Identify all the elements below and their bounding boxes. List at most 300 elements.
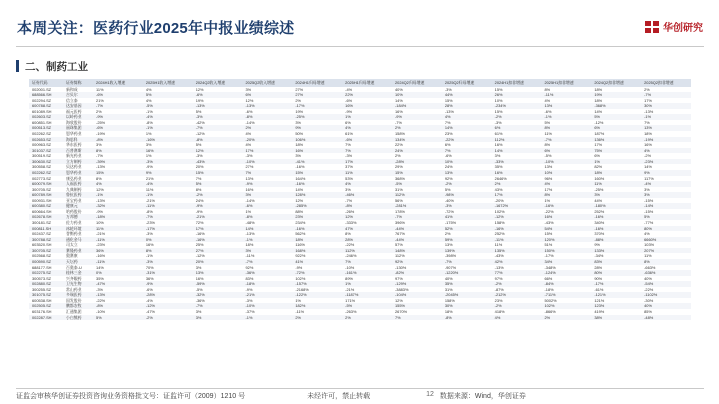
growth-cell: -1%	[145, 108, 153, 114]
growth-cell: 8%	[541, 125, 591, 131]
column-header: 2024Q2归母增速	[392, 79, 442, 87]
growth-cell: -121%	[591, 292, 641, 298]
growth-cell: 139%	[442, 248, 492, 254]
page-title: 本周关注：医药行业2025年中报业绩综述	[17, 20, 295, 37]
growth-cell: 21%	[145, 175, 154, 181]
growth-cell: 7%	[644, 119, 650, 125]
growth-cell: 18%	[594, 86, 603, 92]
growth-cell: 13%	[442, 170, 492, 176]
growth-cell: 97%	[395, 275, 403, 281]
growth-cell: 28%	[442, 103, 492, 109]
growth-cell: 16%	[292, 148, 342, 154]
growth-cell: 1%	[591, 159, 641, 165]
growth-cell: 19%	[195, 97, 204, 103]
growth-cell: -98%	[442, 192, 492, 198]
growth-cell: 54%	[541, 226, 591, 232]
growth-cell: -22%	[345, 242, 355, 248]
growth-cell: 17%	[492, 192, 542, 198]
growth-cell: -31%	[143, 270, 193, 276]
growth-cell: 12%	[342, 214, 392, 220]
growth-cell: 3%	[243, 192, 293, 198]
growth-cell: -5%	[544, 153, 552, 159]
growth-cell: 14%	[644, 164, 652, 170]
growth-cell: 106%	[292, 137, 342, 143]
growth-cell: 340%	[594, 220, 605, 225]
growth-cell: 15%	[292, 170, 342, 176]
stock-name-cell: 桂林三金	[63, 270, 93, 276]
growth-cell: 10%	[96, 220, 104, 225]
growth-cell: 14%	[395, 97, 403, 103]
growth-cell: -368%	[591, 103, 641, 109]
growth-cell: -161%	[342, 270, 392, 276]
stock-code-cell: 300558.SZ	[32, 164, 52, 170]
growth-cell: 88%	[295, 208, 304, 214]
growth-cell: 168%	[292, 248, 342, 254]
growth-cell: -13%	[494, 264, 504, 270]
growth-cell: -866%	[544, 309, 556, 314]
growth-cell: 13%	[544, 164, 553, 170]
growth-cell: -2168%	[295, 286, 309, 292]
stock-name-cell: 康弘药业	[66, 175, 82, 181]
growth-cell: -7%	[392, 214, 442, 220]
stock-name-cell: 丽珠集团	[63, 125, 93, 131]
growth-cell: 34%	[541, 259, 591, 265]
growth-cell: -11%	[143, 203, 193, 209]
stock-code-cell: 300573.SZ	[32, 275, 52, 281]
growth-cell: 4%	[541, 181, 591, 187]
growth-cell: -7%	[243, 259, 293, 265]
license-text: 证监会审核华创证券投资咨询业务资格批文号：证监许可（2009）1210 号	[16, 393, 246, 400]
growth-cell: 41%	[442, 214, 492, 220]
growth-cell: 35%	[442, 281, 492, 287]
growth-cell: 25%	[195, 242, 204, 248]
growth-cell: -43%	[494, 253, 504, 259]
growth-cell: 23%	[292, 214, 342, 220]
growth-cell: 15%	[392, 170, 442, 176]
growth-cell: -42%	[195, 119, 205, 125]
growth-cell: -16%	[541, 203, 591, 209]
growth-cell: 1%	[544, 197, 551, 203]
stock-name-cell: 赛隆药业	[63, 248, 93, 254]
stock-code-cell: 300519.SZ	[32, 153, 52, 159]
stock-code-cell: 002262.SZ	[29, 170, 63, 176]
growth-cell: -6%	[245, 108, 253, 114]
growth-cell: -21%	[193, 214, 243, 220]
growth-cell: -2%	[442, 181, 492, 187]
stock-code-cell: 300788.SZ	[29, 237, 63, 243]
growth-cell: -32%	[193, 292, 243, 298]
growth-cell: 11%	[96, 86, 104, 92]
stock-code-cell: 300181.SZ	[32, 220, 52, 225]
growth-cell: -21%	[243, 292, 293, 298]
growth-cell: -2045%	[442, 292, 492, 298]
growth-cell: 4%	[93, 181, 143, 187]
stock-name-cell: 吉贝尔	[63, 92, 93, 98]
growth-cell: -6%	[243, 203, 293, 209]
growth-cell: 160%	[594, 175, 605, 181]
growth-cell: -184%	[392, 103, 442, 109]
growth-cell: 2%	[492, 181, 542, 187]
growth-cell: 5%	[444, 186, 451, 192]
growth-cell: 2%	[96, 108, 102, 114]
growth-cell: -2%	[492, 303, 542, 309]
growth-cell: 89%	[345, 275, 353, 281]
column-header: 2025Q2收入增速	[243, 79, 293, 87]
stock-code-cell: 688566.SH	[29, 92, 63, 98]
growth-cell: -11%	[541, 92, 591, 98]
growth-cell: -7%	[193, 303, 243, 309]
growth-cell: -12%	[195, 131, 205, 136]
growth-cell: 10%	[442, 159, 492, 165]
growth-cell: 3%	[193, 315, 243, 321]
growth-cell: -7%	[345, 197, 353, 203]
growth-cell: 3%	[591, 192, 641, 198]
section-marker	[16, 60, 19, 72]
growth-cell: -333%	[345, 220, 357, 225]
growth-cell: 53%	[345, 175, 353, 181]
table-row	[29, 315, 691, 321]
growth-cell: 4%	[342, 181, 392, 187]
growth-cell: 16%	[541, 214, 591, 220]
growth-cell: -7%	[96, 153, 103, 159]
growth-cell: 5%	[544, 119, 551, 125]
growth-cell: 5%	[193, 181, 243, 187]
growth-cell: -1%	[143, 192, 193, 198]
growth-cell: 187%	[594, 131, 605, 136]
growth-cell: -7%	[641, 92, 691, 98]
growth-cell: -84%	[541, 281, 591, 287]
growth-cell: -281%	[392, 203, 442, 209]
growth-cell: 16%	[494, 142, 503, 148]
growth-cell: 2%	[292, 315, 342, 321]
growth-cell: 83%	[591, 259, 641, 265]
stock-name-cell: 立方制药	[63, 159, 93, 165]
stock-code-cell: 600851.SH	[32, 119, 52, 125]
growth-cell: -20%	[494, 197, 504, 203]
growth-cell: 128%	[292, 192, 342, 198]
growth-cell: 15%	[444, 97, 453, 103]
growth-cell: -14%	[245, 197, 255, 203]
growth-cell: 5%	[591, 114, 641, 120]
growth-cell: 8%	[345, 231, 351, 237]
header-divider	[16, 46, 704, 47]
growth-cell: -7%	[143, 214, 193, 220]
growth-cell: 30%	[641, 103, 691, 109]
growth-cell: 171%	[345, 297, 356, 303]
growth-cell: 8%	[541, 192, 591, 198]
growth-cell: 1%	[295, 297, 301, 303]
growth-cell: 20%	[193, 259, 243, 265]
section-heading	[16, 59, 88, 73]
growth-cell: 8%	[544, 86, 551, 92]
growth-cell: -40%	[444, 197, 454, 203]
growth-cell: 2670%	[395, 309, 408, 314]
growth-cell: 4%	[145, 86, 152, 92]
reprint-notice: 未经许可，禁止转载	[307, 393, 371, 400]
growth-cell: -3%	[444, 86, 452, 92]
growth-cell: 9%	[292, 125, 342, 131]
growth-cell: -61%	[594, 286, 604, 292]
growth-cell: -7%	[395, 119, 402, 125]
growth-cell: -11%	[93, 259, 143, 265]
column-header: 2024Q2扣非增速	[591, 79, 641, 87]
growth-cell: 19%	[591, 92, 641, 98]
growth-cell: 17%	[544, 186, 553, 192]
growth-cell: 8%	[93, 148, 143, 154]
growth-cell: -11%	[245, 253, 255, 259]
stock-name-cell: 达安基因	[63, 103, 93, 109]
growth-cell: 9%	[143, 170, 193, 176]
growth-cell: 12%	[193, 148, 243, 154]
growth-cell: -6%	[544, 108, 552, 114]
growth-cell: -16%	[143, 137, 193, 143]
growth-cell: -104%	[392, 292, 442, 298]
growth-cell: -3883%	[395, 286, 409, 292]
growth-cell: -10%	[541, 159, 591, 165]
growth-cell: 252%	[494, 231, 505, 237]
growth-cell: 5%	[93, 315, 143, 321]
growth-cell: 92%	[444, 175, 453, 181]
column-header: 2025Q2归母增速	[442, 79, 492, 87]
growth-cell: 2%	[541, 315, 591, 321]
growth-cell: 12%	[245, 97, 254, 103]
growth-cell: 3%	[195, 264, 202, 270]
growth-cell: 92%	[245, 264, 254, 270]
growth-cell: -23%	[96, 242, 106, 248]
growth-cell: -72%	[292, 270, 342, 276]
growth-cell: -6%	[342, 137, 392, 143]
stock-name-cell: 司太立	[66, 242, 78, 248]
growth-cell: -9%	[243, 181, 293, 187]
growth-cell: -16%	[292, 181, 342, 187]
growth-cell: 2%	[295, 97, 301, 103]
growth-cell: 3%	[295, 119, 301, 125]
growth-cell: 44%	[442, 92, 492, 98]
stock-code-cell: 002287.SH	[29, 315, 63, 321]
growth-cell: 43%	[494, 186, 503, 192]
growth-cell: 155%	[392, 303, 442, 309]
growth-cell: -13%	[96, 164, 106, 170]
growth-cell: -4%	[345, 86, 353, 92]
growth-cell: -10%	[243, 303, 293, 309]
growth-cell: -9%	[96, 208, 103, 214]
growth-cell: 396%	[395, 220, 405, 225]
growth-cell: -9%	[345, 108, 353, 114]
growth-cell: -2%	[644, 153, 652, 159]
page-number: 12	[426, 391, 434, 398]
growth-cell: -12%	[143, 303, 193, 309]
growth-cell: -180%	[591, 203, 641, 209]
growth-cell: 15%	[93, 170, 143, 176]
growth-cell: 15%	[193, 170, 243, 176]
growth-cell: 42%	[492, 259, 542, 265]
growth-cell: 2646%	[494, 175, 507, 181]
growth-cell: -3%	[245, 153, 253, 159]
stock-code-cell: 301037.SZ	[29, 148, 63, 154]
growth-cell: 31%	[444, 286, 453, 292]
growth-cell: -16%	[492, 226, 542, 232]
stock-code-cell: 603520.SH	[32, 242, 52, 248]
growth-cell: 4%	[245, 142, 252, 148]
growth-cell: 8%	[641, 259, 691, 265]
growth-cell: 61%	[345, 131, 353, 136]
stock-name-cell: 新光药业	[66, 153, 82, 159]
growth-cell: 47%	[342, 226, 392, 232]
growth-cell: 61%	[494, 131, 503, 136]
growth-cell: 26%	[492, 92, 542, 98]
growth-cell: 18%	[594, 97, 603, 103]
growth-cell: -3%	[494, 119, 502, 125]
growth-cell: 11%	[644, 253, 652, 259]
growth-cell: 6%	[541, 148, 591, 154]
growth-cell: 18%	[591, 170, 641, 176]
growth-cell: 419%	[594, 309, 605, 314]
growth-cell: 158%	[444, 297, 455, 303]
stock-name-cell: 卫光生物	[63, 281, 93, 287]
growth-cell: 40%	[641, 303, 691, 309]
growth-cell: 158%	[494, 220, 505, 225]
stock-code-cell: 301075.SZ	[29, 292, 63, 298]
growth-cell: 7%	[442, 148, 492, 154]
growth-cell: -59%	[193, 281, 243, 287]
growth-cell: 77%	[492, 270, 542, 276]
growth-cell: -16%	[591, 226, 641, 232]
growth-cell: -711%	[541, 292, 591, 298]
growth-cell: 56%	[395, 197, 403, 203]
growth-cell: 6660%	[641, 237, 691, 243]
growth-cell: -13%	[243, 103, 293, 109]
growth-cell: -77%	[644, 220, 654, 225]
growth-cell: 23%	[494, 297, 503, 303]
growth-cell: -48%	[641, 315, 691, 321]
growth-cell: -82%	[392, 270, 442, 276]
growth-cell: -1672%	[492, 203, 542, 209]
column-header: 2025H1收入增速	[143, 79, 193, 87]
growth-cell: 75%	[591, 148, 641, 154]
growth-cell: 8%	[544, 142, 551, 148]
growth-cell: 50%	[295, 131, 304, 136]
growth-cell: 24%	[195, 197, 204, 203]
growth-cell: -16%	[193, 237, 243, 243]
growth-cell: -8%	[145, 208, 153, 214]
growth-cell: 8%	[96, 175, 102, 181]
growth-cell: -22%	[442, 137, 492, 143]
growth-cell: 135%	[492, 248, 542, 254]
growth-cell: 18%	[444, 309, 453, 314]
growth-cell: -3%	[195, 153, 203, 159]
stock-name-cell: 天坛药	[63, 259, 93, 265]
growth-cell: 17%	[594, 142, 603, 148]
growth-cell: 117%	[644, 175, 654, 181]
growth-cell: -636%	[641, 270, 691, 276]
growth-cell: -44%	[392, 226, 442, 232]
growth-cell: -1%	[243, 237, 293, 243]
stock-name-cell: 百奥泰-U	[66, 264, 82, 270]
growth-cell: -43%	[193, 159, 243, 165]
growth-cell: 7%	[345, 142, 351, 148]
growth-cell: -13%	[245, 231, 255, 237]
growth-cell: 922%	[295, 253, 306, 259]
growth-cell: -7%	[442, 259, 492, 265]
footer-divider	[16, 388, 704, 389]
growth-cell: 6%	[243, 92, 293, 98]
growth-cell: 2%	[243, 125, 293, 131]
growth-cell: 4%	[641, 148, 691, 154]
growth-cell: -72%	[444, 208, 454, 214]
growth-cell: 35%	[494, 164, 503, 170]
growth-cell: 14%	[594, 108, 603, 114]
growth-cell: -8%	[243, 114, 293, 120]
growth-cell: -87%	[494, 286, 504, 292]
growth-cell: 116%	[295, 242, 306, 248]
growth-cell: -129%	[392, 281, 442, 287]
growth-cell: 120%	[541, 237, 591, 243]
stock-code-cell: 000811.SH	[29, 226, 63, 232]
growth-cell: 83%	[245, 275, 254, 281]
growth-cell: 3%	[295, 153, 301, 159]
stock-code-cell: 600079.SH	[29, 181, 63, 187]
stock-code-cell: 002880.SZ	[29, 281, 63, 287]
growth-cell: -13%	[93, 292, 143, 298]
growth-cell: 6%	[594, 153, 600, 159]
growth-cell: 14%	[442, 125, 492, 131]
stock-code-cell: 002294.SZ	[32, 97, 52, 103]
page-header	[0, 0, 719, 52]
growth-cell: -1102%	[641, 292, 691, 298]
column-header: 证券代码	[29, 79, 63, 87]
growth-cell: -2%	[492, 281, 542, 287]
growth-cell: 11%	[494, 242, 503, 248]
growth-cell: 12%	[295, 197, 304, 203]
growth-cell: -19%	[96, 131, 106, 136]
growth-cell: -8%	[145, 119, 153, 125]
growth-cell: -33%	[492, 159, 542, 165]
growth-cell: 148%	[392, 248, 442, 254]
growth-cell: -12%	[594, 119, 604, 125]
growth-cell: 102%	[541, 303, 591, 309]
growth-cell: -2%	[492, 114, 542, 120]
growth-cell: 17%	[342, 159, 392, 165]
growth-cell: 12%	[395, 297, 403, 303]
growth-cell: 82%	[594, 164, 603, 170]
growth-cell: 4%	[492, 315, 542, 321]
growth-cell: 6%	[444, 142, 451, 148]
growth-cell: -11%	[492, 237, 542, 243]
growth-cell: 18%	[295, 142, 304, 148]
growth-cell: -25%	[594, 186, 604, 192]
growth-cell: 5%	[143, 92, 193, 98]
growth-cell: -20%	[243, 137, 293, 143]
growth-cell: 13%	[245, 175, 254, 181]
stock-code-cell: 300255.SZ	[32, 286, 52, 292]
growth-cell: -1220%	[442, 270, 492, 276]
growth-cell: 7%	[392, 315, 442, 321]
stock-code-cell: 688177.SH	[32, 264, 52, 270]
stock-code-cell: 600788.SZ	[29, 103, 63, 109]
growth-cell: 16%	[145, 242, 154, 248]
growth-cell: 27%	[245, 164, 254, 170]
stock-code-cell: 002678.SH	[29, 214, 63, 220]
growth-cell: 11%	[145, 186, 154, 192]
growth-cell: 41%	[292, 259, 342, 265]
growth-cell: 85%	[644, 309, 652, 314]
growth-cell: -4%	[143, 181, 193, 187]
growth-cell: -124%	[541, 270, 591, 276]
growth-cell: 40%	[644, 275, 652, 281]
growth-cell: 72%	[195, 220, 204, 225]
column-header: 2024H1收入增速	[93, 79, 143, 87]
growth-cell: 164%	[295, 175, 306, 181]
